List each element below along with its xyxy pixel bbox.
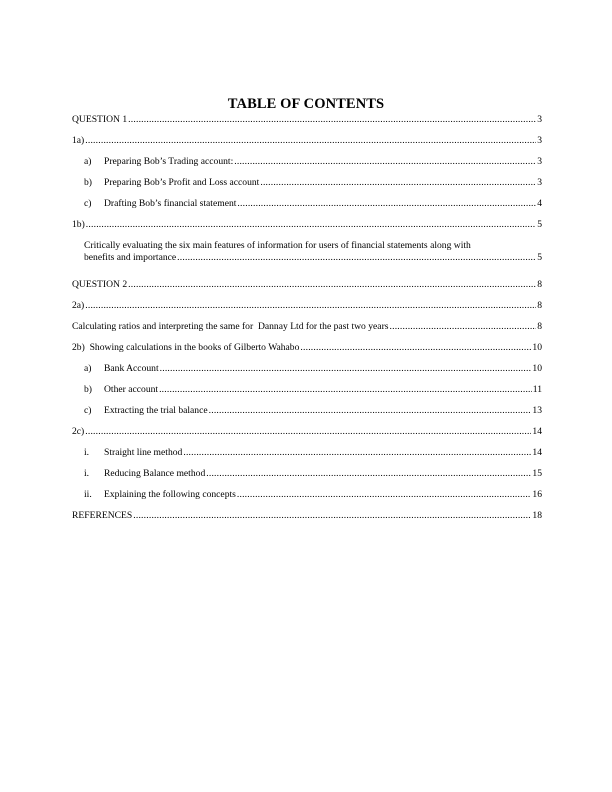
entry-text: 1a): [72, 135, 85, 146]
entry-text: 2c): [72, 426, 85, 437]
entry-page-number: 8: [537, 300, 542, 311]
toc-entry-calculating-ratios[interactable]: [72, 321, 542, 342]
entry-marker: c): [84, 405, 92, 416]
entry-marker: i.: [84, 447, 90, 458]
entry-text: REFERENCES: [72, 510, 133, 521]
entry-text-line-2: benefits and importance: [84, 252, 177, 263]
entry-marker: b): [84, 177, 92, 188]
dot-leader: [133, 510, 531, 522]
entry-line-2: [84, 252, 542, 264]
entry-text: Extracting the trial balance: [104, 405, 208, 416]
entry-page-number: 16: [532, 489, 542, 500]
dot-leader: [300, 342, 531, 354]
toc-entry-concepts[interactable]: [72, 489, 542, 510]
entry-text: Straight line method: [104, 447, 183, 458]
toc-entry-critically-evaluating[interactable]: [72, 240, 542, 279]
entry-page-number: 8: [537, 321, 542, 332]
dot-leader: [183, 447, 531, 459]
toc-entry-bank-account[interactable]: [72, 363, 542, 384]
entry-text: QUESTION 1: [72, 114, 128, 125]
dot-leader: [85, 135, 536, 147]
dot-leader: [237, 489, 532, 501]
entry-page-number: 3: [537, 135, 542, 146]
toc-title: TABLE OF CONTENTS: [227, 96, 385, 112]
toc-entry-financial-statement[interactable]: [72, 198, 542, 219]
entry-text: Drafting Bob’s financial statement: [104, 198, 237, 209]
entry-page-number: 5: [537, 252, 542, 263]
entry-page-number: 11: [532, 384, 542, 395]
entry-text: Calculating ratios and interpreting the same for Dannay Ltd for the past two years: [72, 321, 389, 332]
entry-page-number: 5: [537, 219, 542, 230]
toc-entry-reducing-balance[interactable]: [72, 468, 542, 489]
dot-leader: [85, 300, 536, 312]
entry-page-number: 14: [532, 426, 542, 437]
entry-text: Other account: [104, 384, 159, 395]
toc-entry-2b[interactable]: [72, 342, 542, 363]
entry-marker: a): [84, 156, 92, 167]
toc-entry-other-account[interactable]: [72, 384, 542, 405]
toc-entry-1a[interactable]: [72, 135, 542, 156]
dot-leader: [390, 321, 537, 333]
entry-page-number: 3: [537, 114, 542, 125]
entry-text: 1b): [72, 219, 85, 230]
entry-page-number: 14: [532, 447, 542, 458]
toc-entry-straight-line[interactable]: [72, 447, 542, 468]
toc-entry-2c[interactable]: [72, 426, 542, 447]
entry-page-number: 3: [537, 156, 542, 167]
toc-entry-question-2[interactable]: [72, 279, 542, 300]
toc-entry-trading-account[interactable]: [72, 156, 542, 177]
toc-entry-references[interactable]: [72, 510, 542, 531]
toc-entry-trial-balance[interactable]: [72, 405, 542, 426]
entry-page-number: 15: [532, 468, 542, 479]
entry-text: Reducing Balance method: [104, 468, 206, 479]
entry-marker: a): [84, 363, 92, 374]
entry-text: 2b) Showing calculations in the books of Gilberto Wahabo: [72, 342, 300, 353]
dot-leader: [159, 384, 532, 396]
entry-page-number: 10: [532, 342, 542, 353]
dot-leader: [237, 198, 536, 210]
dot-leader: [128, 114, 536, 126]
dot-leader: [234, 156, 536, 168]
entry-page-number: 10: [532, 363, 542, 374]
entry-text: QUESTION 2: [72, 279, 128, 290]
dot-leader: [209, 405, 532, 417]
entry-text: Preparing Bob’s Profit and Loss account: [104, 177, 260, 188]
dot-leader: [177, 252, 536, 264]
table-of-contents: [72, 114, 542, 531]
dot-leader: [85, 426, 531, 438]
entry-page-number: 4: [537, 198, 542, 209]
entry-text-line-1: Critically evaluating the six main features of information for users of financial statements along with: [84, 240, 471, 251]
entry-page-number: 13: [532, 405, 542, 416]
toc-entry-profit-loss-account[interactable]: [72, 177, 542, 198]
dot-leader: [260, 177, 536, 189]
entry-page-number: 18: [532, 510, 542, 521]
toc-entry-1b[interactable]: [72, 219, 542, 240]
toc-entry-2a[interactable]: [72, 300, 542, 321]
entry-marker: ii.: [84, 489, 92, 500]
dot-leader: [160, 363, 532, 375]
entry-page-number: 3: [537, 177, 542, 188]
dot-leader: [86, 219, 536, 231]
dot-leader: [206, 468, 531, 480]
entry-marker: i.: [84, 468, 90, 479]
entry-text: Preparing Bob’s Trading account:: [104, 156, 234, 167]
dot-leader: [128, 279, 536, 291]
entry-text: 2a): [72, 300, 85, 311]
entry-marker: c): [84, 198, 92, 209]
entry-marker: b): [84, 384, 92, 395]
entry-text: Bank Account: [104, 363, 159, 374]
entry-text: Explaining the following concepts: [104, 489, 236, 500]
entry-page-number: 8: [537, 279, 542, 290]
toc-entry-question-1[interactable]: [72, 114, 542, 135]
